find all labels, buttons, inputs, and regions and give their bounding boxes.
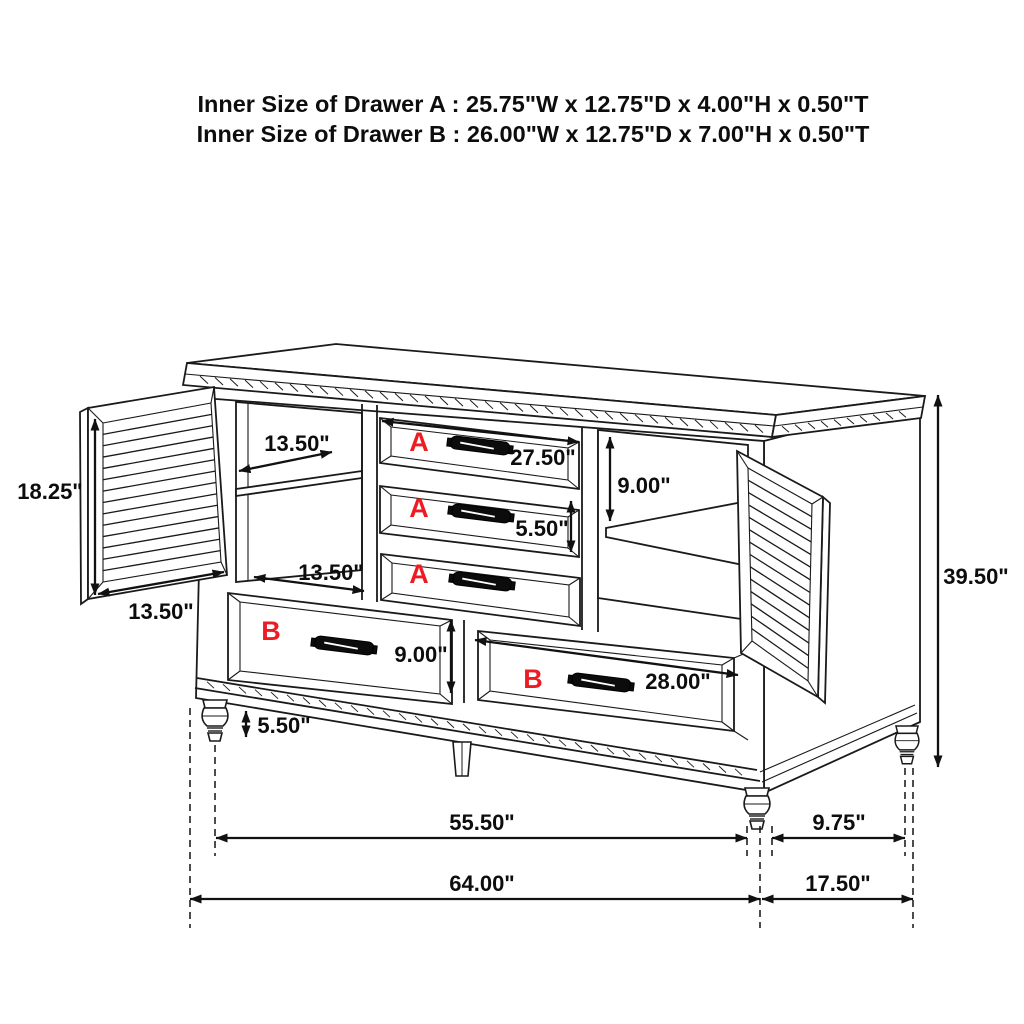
header-drawer-a-size: Inner Size of Drawer A : 25.75"W x 12.75"D x 4.00"H x 0.50"T <box>197 91 869 117</box>
drawer-a2-label: A <box>409 493 429 523</box>
dim-front-leg-span: 55.50" <box>449 810 515 835</box>
right-cabinet-bay <box>598 430 748 620</box>
back-right-leg <box>895 726 919 764</box>
dim-side-leg-span: 9.75" <box>812 810 866 835</box>
left-cabinet-bay <box>236 402 362 582</box>
dim-door-height: 18.25" <box>17 479 83 504</box>
center-leg <box>453 742 471 776</box>
drawer-a3-label: A <box>409 559 429 589</box>
dim-left-door-width: 13.50" <box>128 599 194 624</box>
dim-drawer-a-height: 5.50" <box>515 516 569 541</box>
dim-overall-width: 64.00" <box>449 871 515 896</box>
drawer-b1-label: B <box>261 616 281 646</box>
drawer-b2-label: B <box>523 664 543 694</box>
dim-drawer-b-width: 28.00" <box>645 669 711 694</box>
front-right-leg <box>744 788 770 829</box>
drawer-a1-label: A <box>409 427 429 457</box>
dim-drawer-a-width: 27.50" <box>510 445 576 470</box>
dim-drawer-b-height: 9.00" <box>394 642 448 667</box>
left-louvered-door <box>80 387 227 604</box>
dim-right-bay-height: 9.00" <box>617 473 671 498</box>
dim-left-bay-width-lower: 13.50" <box>298 560 364 585</box>
header-drawer-b-size: Inner Size of Drawer B : 26.00"W x 12.75"D x 7.00"H x 0.50"T <box>196 121 870 147</box>
dim-leg-height: 5.50" <box>257 713 311 738</box>
front-left-leg <box>202 700 228 741</box>
dim-overall-height: 39.50" <box>943 564 1009 589</box>
dim-overall-depth: 17.50" <box>805 871 871 896</box>
dim-left-bay-width: 13.50" <box>264 431 330 456</box>
